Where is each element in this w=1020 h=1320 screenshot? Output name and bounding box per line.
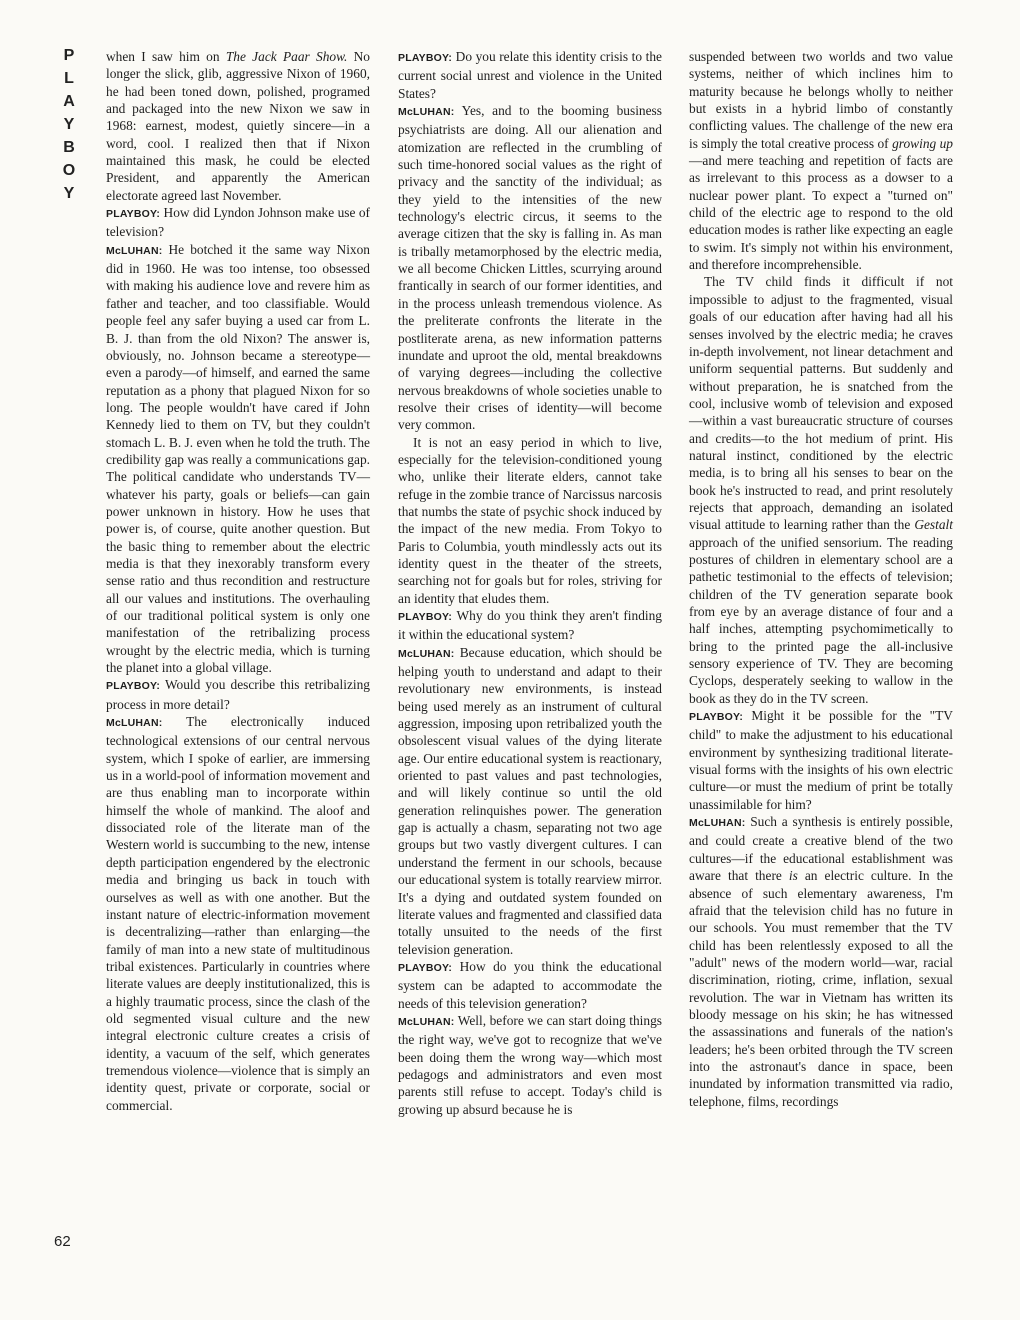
mcluhan-paragraph [106, 713, 370, 1114]
paragraph-text: —and mere teaching and repetition of facts are as irrelevant to this process as a dowser to a nuclear power plant. To expect a "turned on" child of the electric age to respond to the old education modes is rather like expecting an eagle to swim. It's simply not within his environment, and therefore incomprehensible. [689, 153, 953, 273]
playboy-paragraph [106, 204, 370, 241]
paragraph-text: How did Lyndon Johnson make use of television? [106, 205, 370, 240]
page-number: 62 [54, 1233, 71, 1250]
italic-text: is [788, 868, 798, 884]
body-paragraph [689, 48, 953, 273]
playboy-paragraph [398, 958, 662, 1012]
playboy-paragraph [106, 676, 370, 713]
speaker-label: McLUHAN: [689, 817, 746, 830]
speaker-label: PLAYBOY: [398, 611, 453, 623]
paragraph-text: No longer the slick, glib, aggressive Nixon of 1960, he had been toned down, polished, programed and packaged into the new Nixon we saw in 1968: earnest, modest, quietly sincere—in a word, cool. I realized then that if Nixon maintained this mask, he could be elected President, and apparently the American electorate agreed last November. [106, 49, 371, 203]
paragraph-text: Because education, which should be helping youth to understand and adapt to their revolutionary new environments, is instead being used merely as an instrument of cultural aggression, imposing upon retribalized youth the obsolescent visual values of the dying literate age. Our entire educational system is reactionary, oriented to past values and past technologies, and will likely continue so until the old generation relinquishes power. The generation gap is actually a chasm, separating not two age groups but two vastly divergent cultures. I can understand the ferment in our schools, because our educational system is totally rearview mirror. It's a dying and outdated system founded on literate values and fragmented and classified data totally unsuited to the needs of the first television generation. [398, 644, 662, 957]
paragraph-text: Do you relate this identity crisis to the current social unrest and violence in the United States? [398, 49, 662, 101]
speaker-label: McLUHAN: [398, 1015, 455, 1028]
playboy-paragraph [398, 48, 662, 102]
speaker-label: PLAYBOY: [398, 52, 453, 64]
paragraph-text: The electronically induced technological extensions of our central nervous system, which I spoke of earlier, are immersing us in a world-pool of information movement and are thus enabling man to incorporate within himself the whole of mankind. The aloof and dissociated role of the literate man of the Western world is succumbing to the new, intense depth participation engendered by the electronic media and bringing us back in touch with ourselves as well as with one another. But the instant nature of electric-information movement is decentralizing—rather than enlarging—the family of man into a new state of multitudinous tribal existences. Particularly in countries where literate values are deeply institutionalized, this is a highly traumatic process, since the clash of the old segmented visual culture and the new integral electronic culture creates a crisis of identity, a vacuum of the self, which generates tremendous violence—violence that is simply an identity quest, private or corporate, social or commercial. [106, 714, 370, 1113]
title-letter: A [63, 93, 75, 110]
body-paragraph [689, 273, 953, 707]
title-letter: O [62, 162, 76, 179]
text-column-3 [689, 48, 953, 1110]
paragraph-text: He botched it the same way Nixon did in 1960. He was too intense, too obsessed with making his audience love and revere him as father and teacher, and too classifiable. Would people feel any safer buying a used car from L. B. J. than from the old Nixon? The answer is, obviously, no. Johnson became a stereotype—even a parody—of himself, and earned the same reputation as a phony that plagued Nixon for so long. The people wouldn't have cared if John Kennedy lied to them on TV, but they couldn't stomach L. B. J. even when he told the truth. The credibility gap was really a communications gap. The political candidate who understands TV—whatever his party, goals or beliefs—can gain power unknown in history. How he uses that power is, of course, quite another question. But the basic thing to remember about the electric media is that they inexorably transform every sense ratio and thus recondition and restructure all our values and institutions. The overhauling of our traditional political system is only one manifestation of the retribalizing process wrought by the electric media, which is turning the planet into a global village. [106, 241, 371, 676]
paragraph-text: How do you think the educational system can be adapted to accommodate the needs of this television generation? [398, 958, 662, 1011]
speaker-label: McLUHAN: [398, 647, 455, 660]
paragraph-text: Would you describe this retribalizing process in more detail? [106, 677, 370, 712]
speaker-label: PLAYBOY: [106, 680, 161, 693]
title-letter: Y [63, 116, 75, 133]
mcluhan-paragraph [398, 102, 662, 434]
speaker-label: McLUHAN: [106, 717, 163, 730]
paragraph-text: Why do you think they aren't finding it within the educational system? [398, 608, 662, 643]
magazine-title-vertical [58, 44, 80, 205]
title-letter: B [63, 139, 75, 156]
playboy-paragraph [398, 607, 662, 644]
italic-text: The Jack Paar Show. [225, 49, 348, 64]
paragraph-text: when I saw him on [106, 49, 226, 64]
paragraph-text: Yes, and to the booming business psychiatrists are doing. All our alienation and atomization are reflected in the crumbling of such time-honored social values as the right of privacy and the sanctity of the individual; as they yield to the intensities of the new technology's electric circus, it seems to the average citizen that the sky is falling in. As man is tribally metamorphosed by the electric media, we all become Chicken Littles, scurrying around frantically in search of our former identities, and in the process unleash tremendous violence. As the preliterate confronts the literate in the postliterate arena, as new information patterns inundate and uproot the old, mental breakdowns of varying degrees—including the collective nervous breakdowns of whole societies unable to resolve their crises of identity—will become very common. [398, 103, 662, 433]
title-letter: Y [63, 185, 75, 202]
paragraph-text: suspended between two worlds and two value systems, neither of which inclines him to maturity because he belongs wholly to neither but exists in a hybrid limbo of constantly conflicting values. The challenge of the new era is simply the total creative process of [689, 49, 953, 151]
text-column-1 [106, 48, 370, 1114]
paragraph-text: Such a synthesis is entirely possible, and could create a creative blend of the two cultures—if the educational establishment was aware that there [689, 814, 953, 884]
italic-text: growing up [892, 135, 954, 151]
body-paragraph [398, 434, 662, 607]
speaker-label: PLAYBOY: [398, 961, 453, 974]
mcluhan-paragraph [398, 644, 662, 958]
text-column-2 [398, 48, 662, 1118]
mcluhan-paragraph [689, 813, 953, 1110]
speaker-label: McLUHAN: [398, 106, 455, 119]
paragraph-text: Well, before we can start doing things the right way, we've got to recognize that we've been doing them the wrong way—which most pedagogs and administrators and even most parents still refuse to accept. Today's child is growing up absurd because he is [398, 1012, 662, 1117]
title-letter: P [63, 47, 75, 64]
paragraph-text: Might it be possible for the "TV child" to make the adjustment to his educational environment by synthesizing traditional literate-visual forms with the insights of his own electric culture—or must the medium of print be totally unassimilable for him? [689, 708, 953, 812]
playboy-paragraph [689, 707, 953, 813]
speaker-label: PLAYBOY: [689, 711, 744, 724]
paragraph-text: It is not an easy period in which to live, especially for the television-conditioned young who, unlike their literate elders, cannot take refuge in the zombie trance of Narcissus narcosis that numbs the state of psychic shock induced by the impact of the new media. From Tokyo to Paris to Columbia, youth mindlessly acts out its identity quest in the theater of the streets, searching not for goals but for roles, striving for an identity that eludes them. [398, 434, 662, 606]
speaker-label: PLAYBOY: [106, 208, 161, 221]
title-letter: L [64, 70, 74, 87]
speaker-label: McLUHAN: [106, 244, 163, 257]
body-paragraph [106, 48, 370, 204]
paragraph-text: approach of the unified sensorium. The reading postures of children in elementary school are a pathetic testimonial to the effects of television; children of the TV generation separate book from eye by an average distance of four and a half inches, attempting psychomimetically to bring to the printed page the all-inclusive sensory experience of TV. They are becoming Cyclops, desperately seeking to wallow in the book as they do in the TV screen. [689, 534, 953, 706]
mcluhan-paragraph [106, 241, 370, 677]
paragraph-text: an electric culture. In the absence of such elementary awareness, I'm afraid that the television child has no future in our schools. You must remember that the TV child has been relentlessly exposed to all the "adult" news of the modern world—war, racial discrimination, rioting, crime, inflation, sexual revolution. The war in Vietnam has written its bloody message on his skin; he has witnessed the assassinations and funerals of the nation's leaders; he's been orbited through the TV screen into the astronaut's dance in space, been inundated by information transmitted via radio, telephone, films, recordings [689, 868, 954, 1109]
mcluhan-paragraph [398, 1012, 662, 1118]
paragraph-text: The TV child finds it difficult if not impossible to adjust to the fragmented, visual goals of our education after having had all his senses involved by the electric media; he craves in-depth involvement, not linear detachment and uniform sequential patterns. But suddenly and without preparation, he is snatched from the cool, inclusive womb of television and exposed—within a vast bureaucratic structure of courses and credits—to the hot medium of print. His natural instinct, conditioned by the electric media, is to bring all his senses to bear on the book he's instructed to read, and print resolutely rejects that approach, demanding an isolated visual attitude to learning rather than the [689, 274, 953, 533]
italic-text: Gestalt [914, 517, 953, 533]
